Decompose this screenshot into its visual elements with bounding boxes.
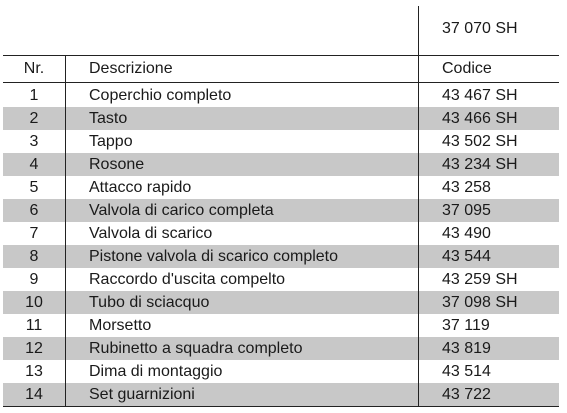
header-description: Descrizione <box>89 60 173 77</box>
table-row <box>3 314 559 337</box>
row-nr: 2 <box>29 110 39 127</box>
row-description: Rubinetto a squadra completo <box>89 340 303 357</box>
row-code: 43 466 SH <box>442 110 518 127</box>
row-description: Set guarnizioni <box>89 386 195 403</box>
model-code: 37 070 SH <box>442 20 518 37</box>
table-row <box>3 337 559 360</box>
row-description: Valvola di carico completa <box>89 202 274 219</box>
table-row <box>3 291 559 314</box>
row-nr: 1 <box>29 87 39 104</box>
row-nr: 6 <box>29 202 39 219</box>
row-nr: 10 <box>25 294 43 311</box>
table-row <box>3 383 559 406</box>
header-code: Codice <box>442 60 492 77</box>
table-row <box>3 268 559 291</box>
table-row <box>3 360 559 383</box>
row-code: 43 514 <box>442 363 491 380</box>
row-nr: 4 <box>29 156 39 173</box>
table-row <box>3 107 559 130</box>
row-nr: 12 <box>25 340 43 357</box>
row-nr: 7 <box>29 225 39 242</box>
table-row <box>3 130 559 153</box>
row-code: 43 490 <box>442 225 491 242</box>
row-code: 37 098 SH <box>442 294 518 311</box>
row-description: Attacco rapido <box>89 179 192 196</box>
row-description: Tasto <box>89 110 128 127</box>
row-code: 37 119 <box>442 317 490 334</box>
table-row <box>3 153 559 176</box>
row-description: Valvola di scarico <box>89 225 213 242</box>
column-divider-code <box>418 6 419 407</box>
table-header-row <box>3 56 559 82</box>
row-nr: 3 <box>29 133 39 150</box>
row-nr: 9 <box>29 271 39 288</box>
row-nr: 13 <box>25 363 43 380</box>
row-description: Tappo <box>89 133 133 150</box>
row-nr: 14 <box>25 386 43 403</box>
column-divider-nr <box>65 55 66 407</box>
table-row <box>3 245 559 268</box>
row-code: 43 234 SH <box>442 156 518 173</box>
row-description: Raccordo d'uscita compelto <box>89 271 286 288</box>
row-description: Rosone <box>89 156 145 173</box>
row-nr: 8 <box>29 248 39 265</box>
row-description: Coperchio completo <box>89 87 232 104</box>
table-bottom-rule <box>3 406 559 407</box>
row-code: 43 259 SH <box>442 271 518 288</box>
row-code: 43 544 <box>442 248 491 265</box>
row-description: Morsetto <box>89 317 152 334</box>
row-code: 43 819 <box>442 340 491 357</box>
table-row <box>3 222 559 245</box>
table-row <box>3 84 559 107</box>
row-code: 43 722 <box>442 386 491 403</box>
row-code: 43 467 SH <box>442 87 518 104</box>
row-description: Tubo di sciacquo <box>89 294 210 311</box>
row-nr: 11 <box>25 317 43 334</box>
table-row <box>3 199 559 222</box>
row-code: 43 502 SH <box>442 133 518 150</box>
row-description: Dima di montaggio <box>89 363 223 380</box>
header-bottom-rule <box>3 82 559 83</box>
header-nr: Nr. <box>23 60 45 77</box>
row-nr: 5 <box>29 179 39 196</box>
header-rule <box>3 55 559 56</box>
table-row <box>3 176 559 199</box>
row-code: 43 258 <box>442 179 491 196</box>
row-description: Pistone valvola di scarico completo <box>89 248 339 265</box>
row-code: 37 095 <box>442 202 491 219</box>
